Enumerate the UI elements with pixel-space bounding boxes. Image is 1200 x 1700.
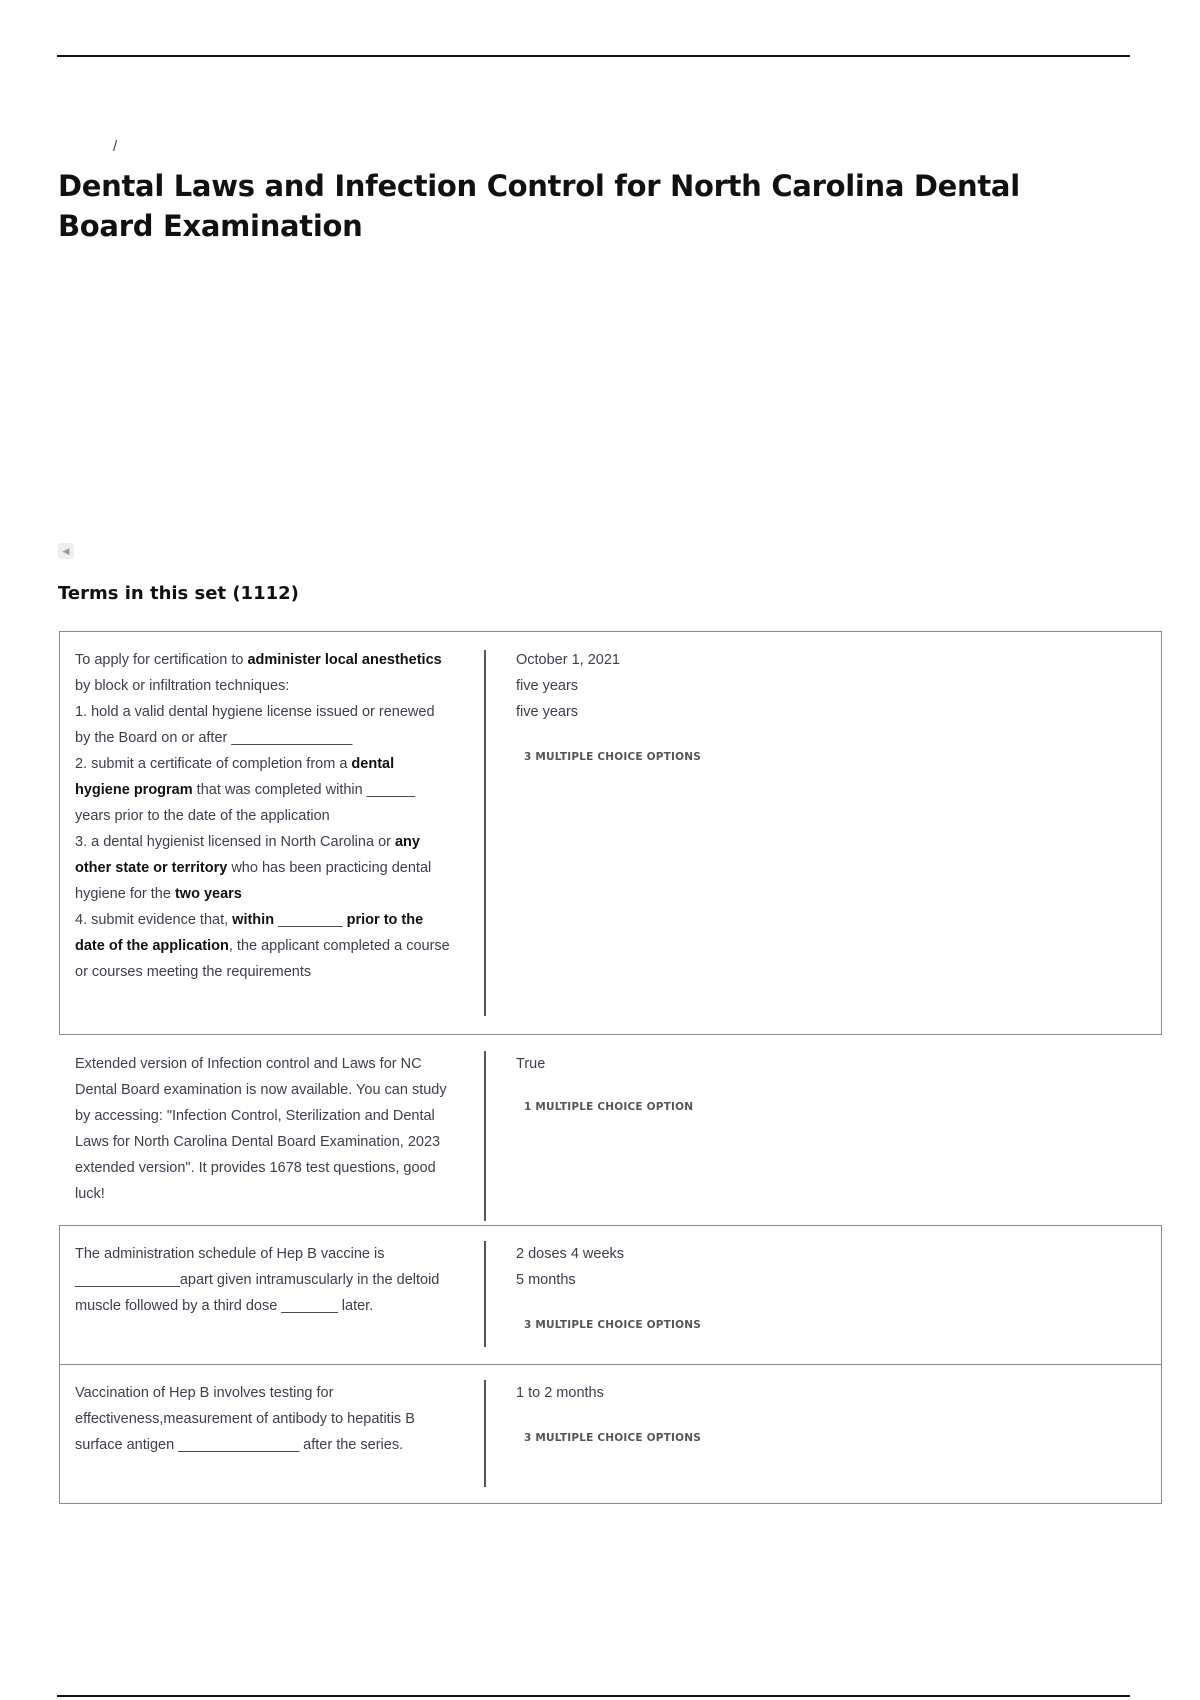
question-bold-text: administer local anesthetics (247, 652, 442, 668)
question-text: 2. submit a certificate of completion from a (75, 756, 352, 772)
question-text: The administration schedule of Hep B vaccine is _____________apart given intramuscularly in the deltoid muscle followed by a third dose _______ later. (75, 1246, 440, 1314)
question-text: To apply for certification to (75, 652, 248, 668)
chevron-left-icon[interactable]: ◀ (58, 543, 74, 559)
term-answers (516, 1380, 604, 1406)
question-text: who has been practicing dental hygiene for the (75, 860, 432, 902)
answer-line: five years (516, 704, 579, 720)
answer-line: 2 doses 4 weeks (516, 1246, 625, 1262)
question-text: , the applicant completed a course or courses meeting the requirements (75, 938, 450, 980)
card-divider (484, 1380, 486, 1487)
top-rule (57, 55, 1130, 57)
answer-line: True (516, 1056, 546, 1072)
question-bold-text: any other state or territory (75, 834, 420, 876)
question-text: Vaccination of Hep B involves testing for effectiveness,measurement of antibody to hepatitis B surface antigen _______________ after the series. (75, 1385, 415, 1453)
answer-line: 1 to 2 months (516, 1385, 604, 1401)
term-card[interactable] (59, 631, 1162, 1035)
answer-line: five years (516, 678, 579, 694)
multiple-choice-label[interactable]: 1 MULTIPLE CHOICE OPTION (524, 1101, 694, 1113)
card-divider (484, 1241, 486, 1347)
question-bold-text: dental hygiene program (75, 756, 395, 798)
question-text: 3. a dental hygienist licensed in North Carolina or (75, 834, 395, 850)
card-divider (484, 1051, 486, 1221)
page-title: Dental Laws and Infection Control for North Carolina Dental Board Examination (58, 169, 1020, 243)
question-text: ________ (274, 912, 347, 928)
multiple-choice-label[interactable]: 3 MULTIPLE CHOICE OPTIONS (524, 751, 701, 763)
breadcrumb-separator: / (113, 138, 118, 155)
question-text: by block or infiltration techniques: (75, 678, 290, 694)
answer-line: 5 months (516, 1272, 576, 1288)
term-card[interactable] (59, 1035, 1162, 1225)
question-text: 1. hold a valid dental hygiene license issued or renewed by the Board on or after _______________ (75, 704, 435, 746)
answer-line: October 1, 2021 (516, 652, 620, 668)
term-question (75, 1241, 450, 1319)
question-bold-text: prior to the date of the application (75, 912, 424, 954)
card-divider (484, 650, 486, 1016)
term-answers (516, 1241, 624, 1293)
term-card[interactable] (59, 1225, 1162, 1365)
question-text: 4. submit evidence that, (75, 912, 233, 928)
multiple-choice-label[interactable]: 3 MULTIPLE CHOICE OPTIONS (524, 1432, 701, 1444)
terms-heading: Terms in this set (1112) (58, 583, 299, 604)
bottom-rule (57, 1695, 1130, 1697)
question-bold-text: two years (174, 886, 242, 902)
term-answers (516, 647, 620, 725)
term-answers (516, 1051, 545, 1077)
multiple-choice-label[interactable]: 3 MULTIPLE CHOICE OPTIONS (524, 1319, 701, 1331)
term-question (75, 647, 450, 985)
term-question (75, 1380, 450, 1458)
question-text: that was completed within ______ years prior to the date of the application (75, 782, 416, 824)
question-bold-text: within (232, 912, 275, 928)
question-text: Extended version of Infection control and Laws for NC Dental Board examination is now available. You can study by accessing: "Infection Control, Sterilization and Dental Laws for North Carolina Dental Board Examination, 2023 extended version". It provides 1678 test questions, good luck! (75, 1056, 447, 1202)
term-question (75, 1051, 450, 1207)
term-card[interactable] (59, 1364, 1162, 1504)
